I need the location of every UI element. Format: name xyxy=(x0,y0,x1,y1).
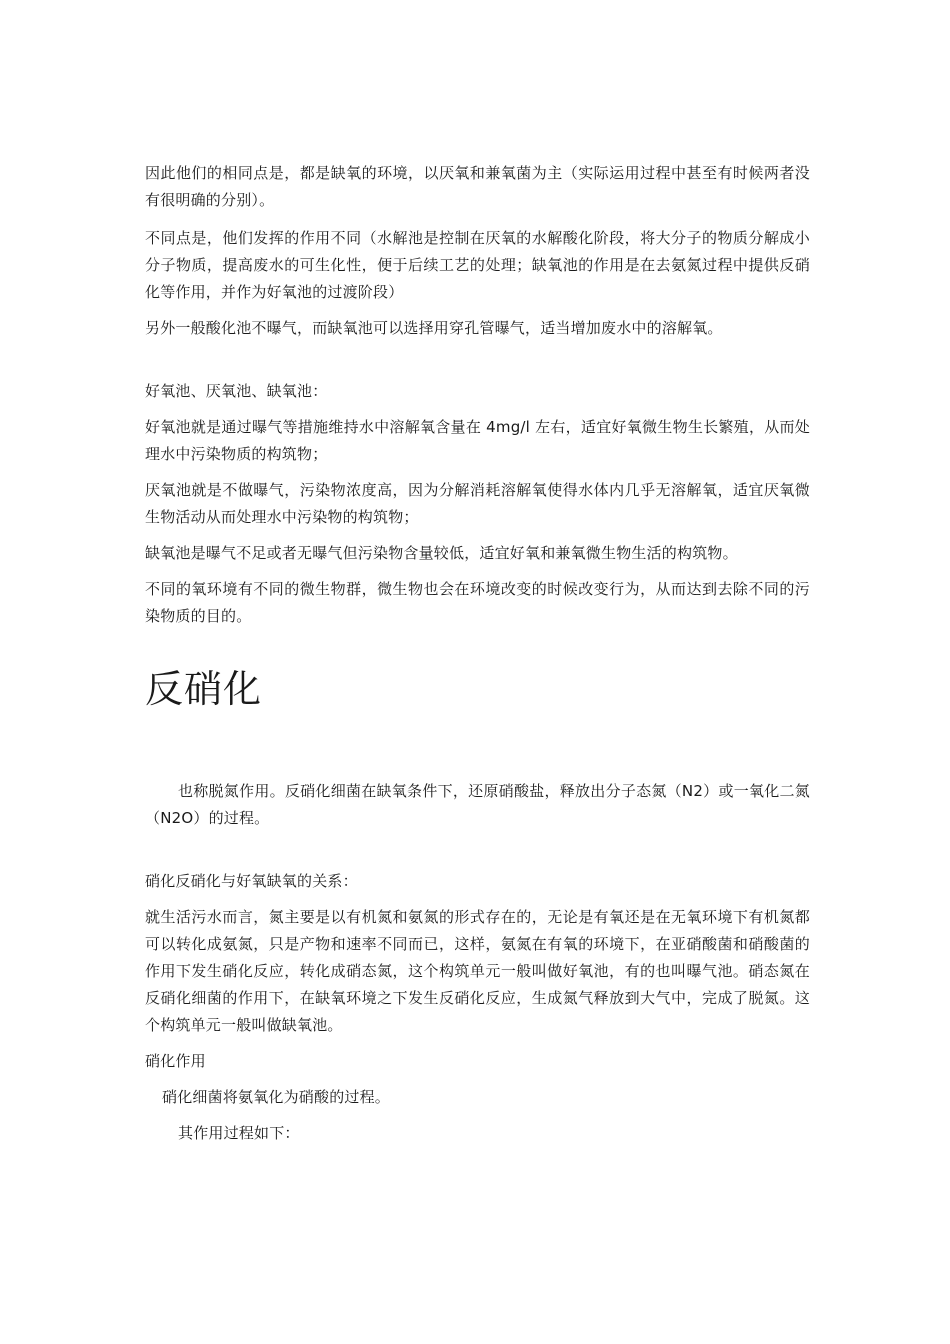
paragraph-aeration-note: 另外一般酸化池不曝气，而缺氧池可以选择用穿孔管曝气，适当增加废水中的溶解氧。 xyxy=(145,319,723,337)
paragraph-anaerobic-pool: 厌氧池就是不做曝气，污染物浓度高，因为分解消耗溶解氧使得水体内几乎无溶解氧，适宜厌氧微生物活动从而处理水中污染物的构筑物； xyxy=(145,481,810,526)
paragraph-process-intro: 其作用过程如下： xyxy=(178,1124,300,1142)
paragraph-relation-body: 就生活污水而言，氮主要是以有机氮和氨氮的形式存在的，无论是有氧还是在无氧环境下有机氮都可以转化成氨氮，只是产物和速率不同而已，这样，氨氮在有氧的环境下，在亚硝酸菌和硝酸菌的作用下发生硝化反应，转化成硝态氮，这个构筑单元一般叫做好氧池，有的也叫曝气池。硝态氮在反硝化细菌的作用下，在缺氧环境之下发生反硝化反应，生成氮气释放到大气中，完成了脱氮。这个构筑单元一般叫做缺氧池。 xyxy=(145,908,810,1034)
paragraph-difference: 不同点是，他们发挥的作用不同（水解池是控制在厌氧的水解酸化阶段，将大分子的物质分解成小分子物质，提高废水的可生化性，便于后续工艺的处理；缺氧池的作用是在去氨氮过程中提供反硝化等作用，并作为好氧池的过渡阶段） xyxy=(145,229,810,301)
paragraph-anoxic-pool: 缺氧池是曝气不足或者无曝气但污染物含量较低，适宜好氧和兼氧微生物生活的构筑物。 xyxy=(145,544,738,562)
document-body xyxy=(145,160,810,1147)
paragraph-aerobic-pool: 好氧池就是通过曝气等措施维持水中溶解氧含量在 4mg/l 左右，适宜好氧微生物生长繁殖，从而处理水中污染物质的构筑物； xyxy=(145,418,810,463)
paragraph-denitrification-definition: 也称脱氮作用。反硝化细菌在缺氧条件下，还原硝酸盐，释放出分子态氮（N2）或一氧化二氮（N2O）的过程。 xyxy=(145,782,810,827)
pools-heading: 好氧池、厌氧池、缺氧池： xyxy=(145,382,328,400)
nitrification-heading: 硝化作用 xyxy=(145,1052,206,1070)
paragraph-similarity: 因此他们的相同点是，都是缺氧的环境，以厌氧和兼氧菌为主（实际运用过程中甚至有时候两者没有很明确的分别）。 xyxy=(145,164,810,209)
section-title: 反硝化 xyxy=(145,667,263,711)
paragraph-nitrification-definition: 硝化细菌将氨氧化为硝酸的过程。 xyxy=(162,1088,391,1106)
paragraph-pools-summary: 不同的氧环境有不同的微生物群，微生物也会在环境改变的时候改变行为，从而达到去除不同的污染物质的目的。 xyxy=(145,580,810,625)
relation-heading: 硝化反硝化与好氧缺氧的关系： xyxy=(145,872,358,890)
